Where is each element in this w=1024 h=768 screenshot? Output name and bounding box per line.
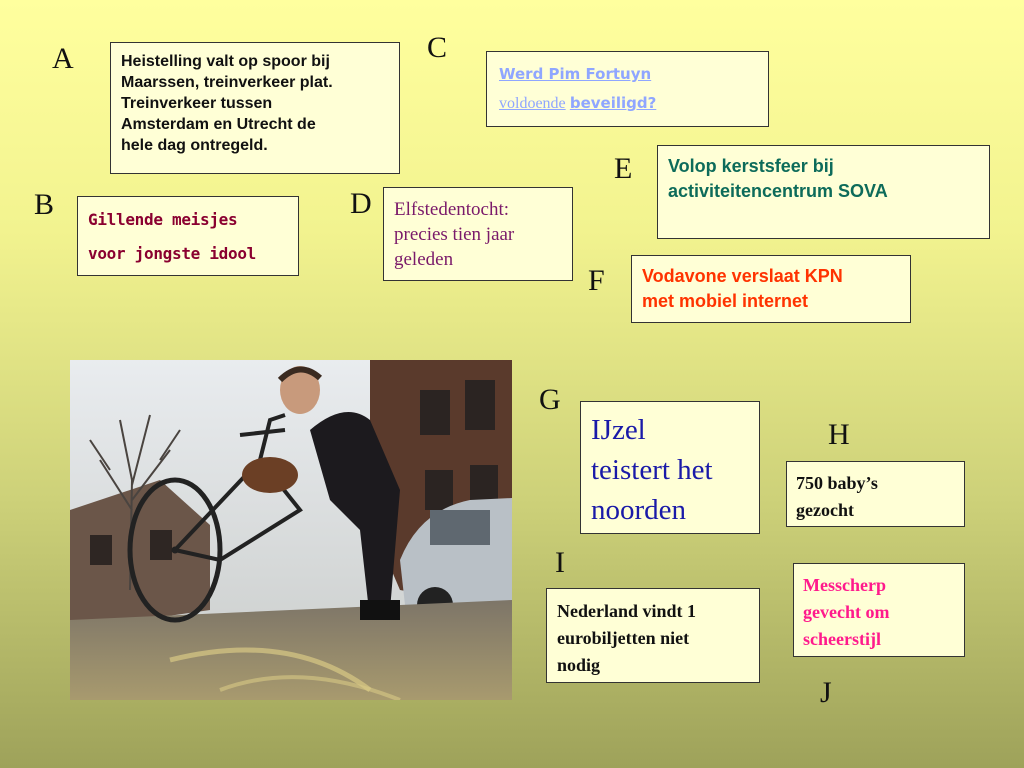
news-photo <box>70 360 512 700</box>
headline-g-line-3: noorden <box>591 494 687 526</box>
headline-g-line-2: teistert het <box>591 454 713 486</box>
headline-j-line-1: Messcherp <box>803 575 886 595</box>
headline-j-line-2: gevecht om <box>803 602 890 622</box>
headline-f-line-1: Vodavone verslaat KPN <box>642 266 843 286</box>
label-d: D <box>350 187 372 220</box>
headline-a-line-1: Heistelling valt op spoor bij <box>121 53 330 70</box>
headline-a-line-5: hele dag ontregeld. <box>121 137 268 154</box>
headline-c-link-1[interactable]: Werd Pim Fortuyn <box>499 65 652 83</box>
headline-b-line-2: voor jongste idool <box>88 244 256 263</box>
headline-box-f <box>631 255 911 323</box>
label-i: I <box>555 546 565 579</box>
headline-box-b <box>77 196 299 276</box>
label-a: A <box>52 42 74 75</box>
headline-d-line-2: precies tien jaar <box>394 224 515 245</box>
headline-box-d <box>383 187 573 281</box>
headline-c-link-3[interactable]: beveiligd? <box>569 94 657 112</box>
headline-box-j <box>793 563 965 657</box>
headline-i-line-2: eurobiljetten niet <box>557 628 690 648</box>
headline-j-line-3: scheerstijl <box>803 629 881 649</box>
label-g: G <box>539 383 561 416</box>
headline-a-line-3: Treinverkeer tussen <box>121 95 273 112</box>
headline-i-line-1: Nederland vindt 1 <box>557 601 697 621</box>
headline-box-a <box>110 42 400 174</box>
headline-e-line-1: Volop kerstsfeer bij <box>668 156 834 176</box>
label-h: H <box>828 418 850 451</box>
headline-i-line-3: nodig <box>557 655 601 675</box>
headline-d-line-3: geleden <box>394 249 454 270</box>
label-b: B <box>34 188 55 221</box>
headline-box-h <box>786 461 965 527</box>
headline-box-e <box>657 145 990 239</box>
label-e: E <box>614 152 633 185</box>
label-f: F <box>588 264 605 297</box>
headline-a-line-2: Maarssen, treinverkeer plat. <box>121 74 333 91</box>
headline-box-i <box>546 588 760 683</box>
headline-box-g <box>580 401 760 534</box>
headline-e-line-2: activiteitencentrum SOVA <box>668 181 888 201</box>
photo-illustration <box>70 360 512 700</box>
headline-d-line-1: Elfstedentocht: <box>394 199 510 220</box>
label-j: J <box>820 676 832 709</box>
headline-b-line-1: Gillende meisjes <box>88 210 238 229</box>
headline-h-line-1: 750 baby’s <box>796 473 878 493</box>
headline-box-c <box>486 51 769 127</box>
label-c: C <box>427 31 448 64</box>
headline-h-line-2: gezocht <box>796 500 854 520</box>
headline-c-link-2[interactable]: voldoende <box>499 95 566 112</box>
headline-g-line-1: IJzel <box>591 414 646 446</box>
headline-f-line-2: met mobiel internet <box>642 291 809 311</box>
headline-a-line-4: Amsterdam en Utrecht de <box>121 116 316 133</box>
